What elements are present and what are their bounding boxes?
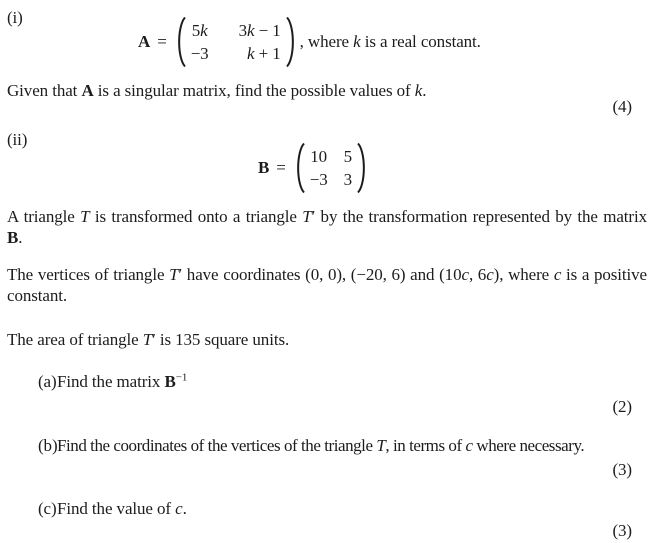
question-b-text: Find the coordinates of the vertices of the triangle T, in terms of c where necessary. <box>57 436 585 455</box>
question-c <box>38 499 187 519</box>
marks-question-c: (3) <box>612 521 632 540</box>
question-c-label: (c) <box>38 499 57 518</box>
part-ii-paragraph-2: The vertices of triangle T′ have coordinates (0, 0), (−20, 6) and (10c, 6c), where c is a positive constant. <box>7 265 648 305</box>
matrix-cell: 3 <box>343 169 353 189</box>
matrix-cell: 10 <box>310 146 328 166</box>
part-i-label: (i) <box>7 8 23 27</box>
right-paren-icon <box>356 142 369 194</box>
equals-sign: = <box>276 158 286 177</box>
equals-sign: = <box>157 32 167 51</box>
left-paren-icon <box>174 16 187 68</box>
matrix-b-equation <box>258 142 369 194</box>
question-b <box>38 436 640 456</box>
matrix-a-suffix: , where k is a real constant. <box>299 32 481 51</box>
marks-question-b: (3) <box>612 460 632 479</box>
matrix-cell: 3k − 1 <box>238 20 281 40</box>
matrix-a <box>174 16 298 68</box>
matrix-cell: −3 <box>190 43 209 63</box>
question-a <box>38 372 187 392</box>
question-a-text: Find the matrix $B^{-1}$ <box>57 371 188 391</box>
part-i-statement: Given that A is a singular matrix, find the possible values of k. <box>7 81 427 100</box>
matrix-b-name: B <box>258 158 270 177</box>
matrix-b <box>293 142 369 194</box>
left-paren-icon <box>293 142 306 194</box>
matrix-cell: 5 <box>343 146 353 166</box>
marks-question-a: (2) <box>612 397 632 416</box>
question-a-label: (a) <box>38 372 57 391</box>
matrix-cell: 5k <box>191 20 208 40</box>
part-ii-label: (ii) <box>7 130 28 149</box>
right-paren-icon <box>285 16 298 68</box>
matrix-cell: k + 1 <box>246 43 281 63</box>
question-c-text: Find the value of c. <box>57 499 187 518</box>
matrix-b-cells <box>306 147 356 190</box>
matrix-a-equation <box>138 16 481 68</box>
question-b-label: (b) <box>38 436 58 455</box>
matrix-cell: −3 <box>309 169 328 189</box>
part-ii-paragraph-3: The area of triangle T′ is 135 square units. <box>7 330 290 349</box>
part-ii-paragraph-1: A triangle T is transformed onto a triangle T′ by the transformation represented by the matrix B. <box>7 207 647 247</box>
matrix-a-cells <box>187 21 285 64</box>
marks-part-i: (4) <box>612 97 632 116</box>
matrix-a-name: A <box>138 32 151 51</box>
